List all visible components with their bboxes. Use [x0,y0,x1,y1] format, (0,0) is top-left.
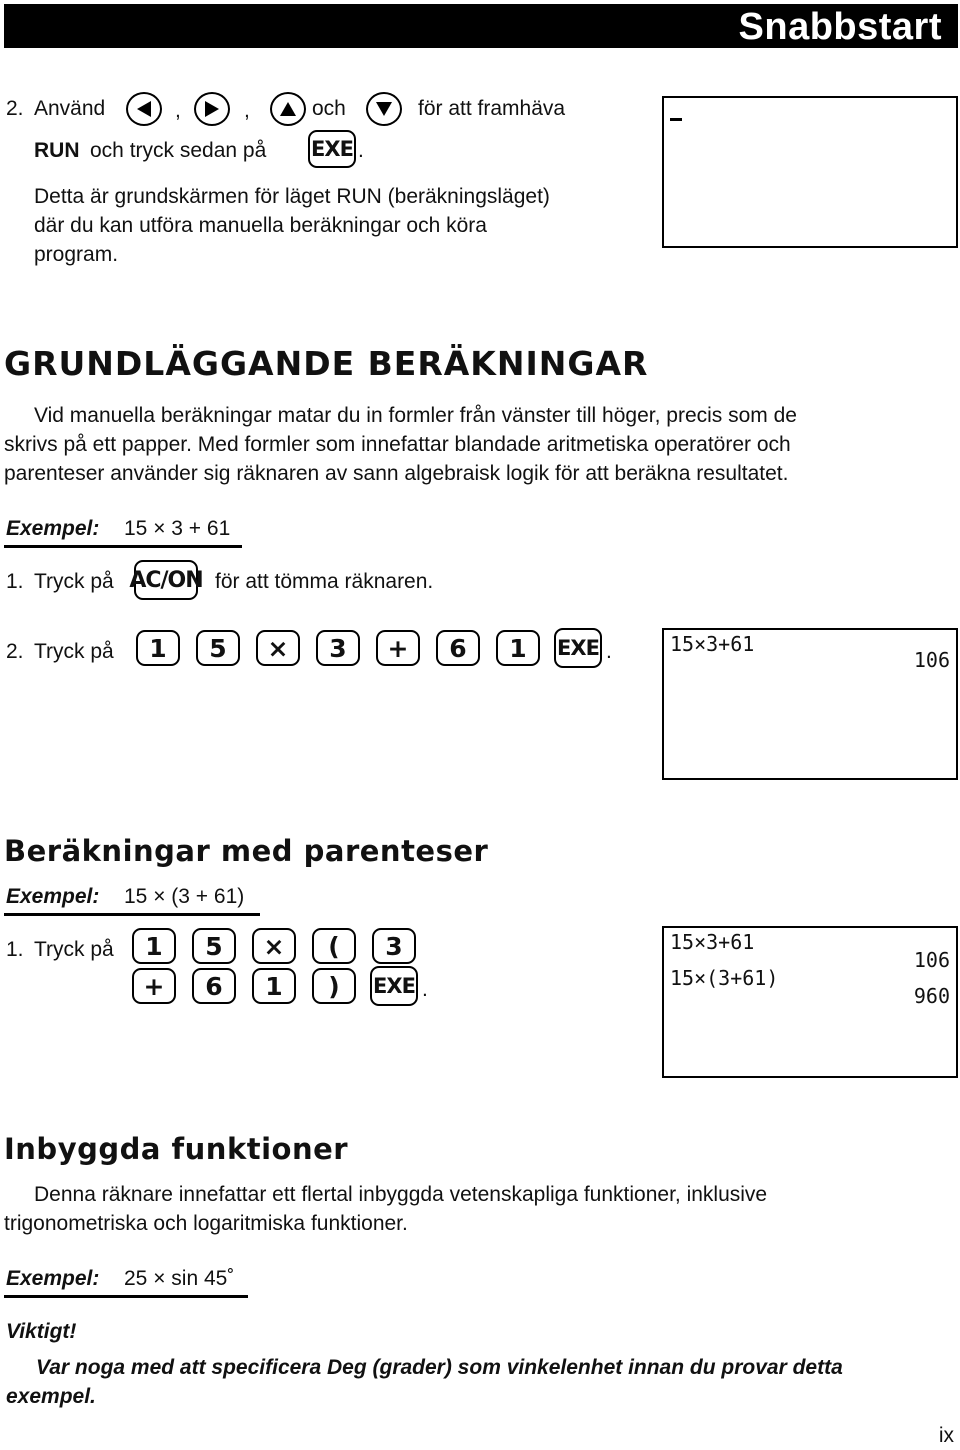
key-5-icon: 5 [196,630,240,666]
down-arrow-key-icon [366,92,402,126]
multiply-key-icon: × [256,630,300,666]
paragraph-line: Denna räknare innefattar ett flertal inbyggda vetenskapliga funktioner, inklusive [34,1183,768,1206]
paragraph-line: parenteser använder sig räknaren av sann algebraisk logik för att beräkna resultatet. [4,462,789,485]
close-paren-key-icon: ) [312,968,356,1004]
header-bar [4,4,958,48]
page-header-title: Snabbstart [738,6,942,48]
open-paren-key-icon: ( [312,928,356,964]
exe-key-icon: EXE [554,628,602,668]
section-heading: Beräkningar med parenteser [4,834,489,868]
key-3-icon: 3 [372,928,416,964]
example-underline [4,1295,248,1298]
screen-result: 960 [913,984,950,1008]
important-label: Viktigt! [6,1320,77,1343]
plus-key-icon: + [376,630,420,666]
important-line: exempel. [6,1385,96,1408]
key-6-icon: 6 [192,968,236,1004]
step-text: för att framhäva [418,97,566,120]
screen-expression: 15×3+61 [670,930,755,954]
ac-on-key-icon: AC/ON [134,560,198,600]
up-arrow-key-icon [270,92,306,126]
paragraph-line: trigonometriska och logaritmiska funktioner. [4,1212,408,1235]
description-line: där du kan utföra manuella beräkningar och köra [34,214,487,237]
example-label: Exempel: [6,517,100,540]
step-text: Använd [34,97,106,120]
example-underline [4,545,242,548]
screen-expression: 15×(3+61) [670,966,779,990]
key-1-icon: 1 [136,630,180,666]
description-line: Detta är grundskärmen för läget RUN (beräkningsläget) [34,185,550,208]
key-6-icon: 6 [436,630,480,666]
comma: , [175,99,181,122]
left-arrow-key-icon [126,92,162,126]
step-text: för att tömma räknaren. [215,570,434,593]
exe-key-icon: EXE [370,966,418,1006]
key-1-icon: 1 [496,630,540,666]
example-expression: 15 × (3 + 61) [124,885,245,908]
period: . [358,139,364,162]
calculator-screen-blank [662,96,958,248]
key-1-icon: 1 [252,968,296,1004]
exe-key-icon: EXE [308,130,356,168]
plus-key-icon: + [132,968,176,1004]
key-1-icon: 1 [132,928,176,964]
step-number: 1. [6,938,24,961]
run-label: RUN [34,139,80,162]
step-number: 2. [6,640,24,663]
example-expression: 15 × 3 + 61 [124,517,231,540]
comma: , [244,99,250,122]
step-text: Tryck på [34,938,114,961]
key-3-icon: 3 [316,630,360,666]
calculator-screen-basic [662,628,958,780]
key-5-icon: 5 [192,928,236,964]
period: . [606,640,612,663]
right-arrow-key-icon [194,92,230,126]
important-line: Var noga med att specificera Deg (grader) som vinkelenhet innan du provar detta [36,1356,843,1379]
screen-result: 106 [913,948,950,972]
step-text: och tryck sedan på [90,139,267,162]
period: . [422,978,428,1001]
paragraph-line: Vid manuella beräkningar matar du in formler från vänster till höger, precis som de [34,404,797,427]
screen-result: 106 [913,648,950,672]
calculator-screen-paren [662,926,958,1078]
example-expression: 25 × sin 45˚ [124,1267,235,1290]
step-text: Tryck på [34,640,114,663]
example-label: Exempel: [6,1267,100,1290]
multiply-key-icon: × [252,928,296,964]
step-number: 2. [6,97,24,120]
description-line: program. [34,243,119,266]
section-heading: Inbyggda funktioner [4,1132,349,1166]
example-underline [4,913,260,916]
cursor [670,118,682,121]
example-label: Exempel: [6,885,100,908]
step-text: och [312,97,346,120]
paragraph-line: skrivs på ett papper. Med formler som innefattar blandade aritmetiska operatörer och [4,433,791,456]
screen-expression: 15×3+61 [670,632,755,656]
step-number: 1. [6,570,24,593]
step-text: Tryck på [34,570,114,593]
section-heading: GRUNDLÄGGANDE BERÄKNINGAR [4,344,649,383]
page-number: ix [938,1424,954,1447]
